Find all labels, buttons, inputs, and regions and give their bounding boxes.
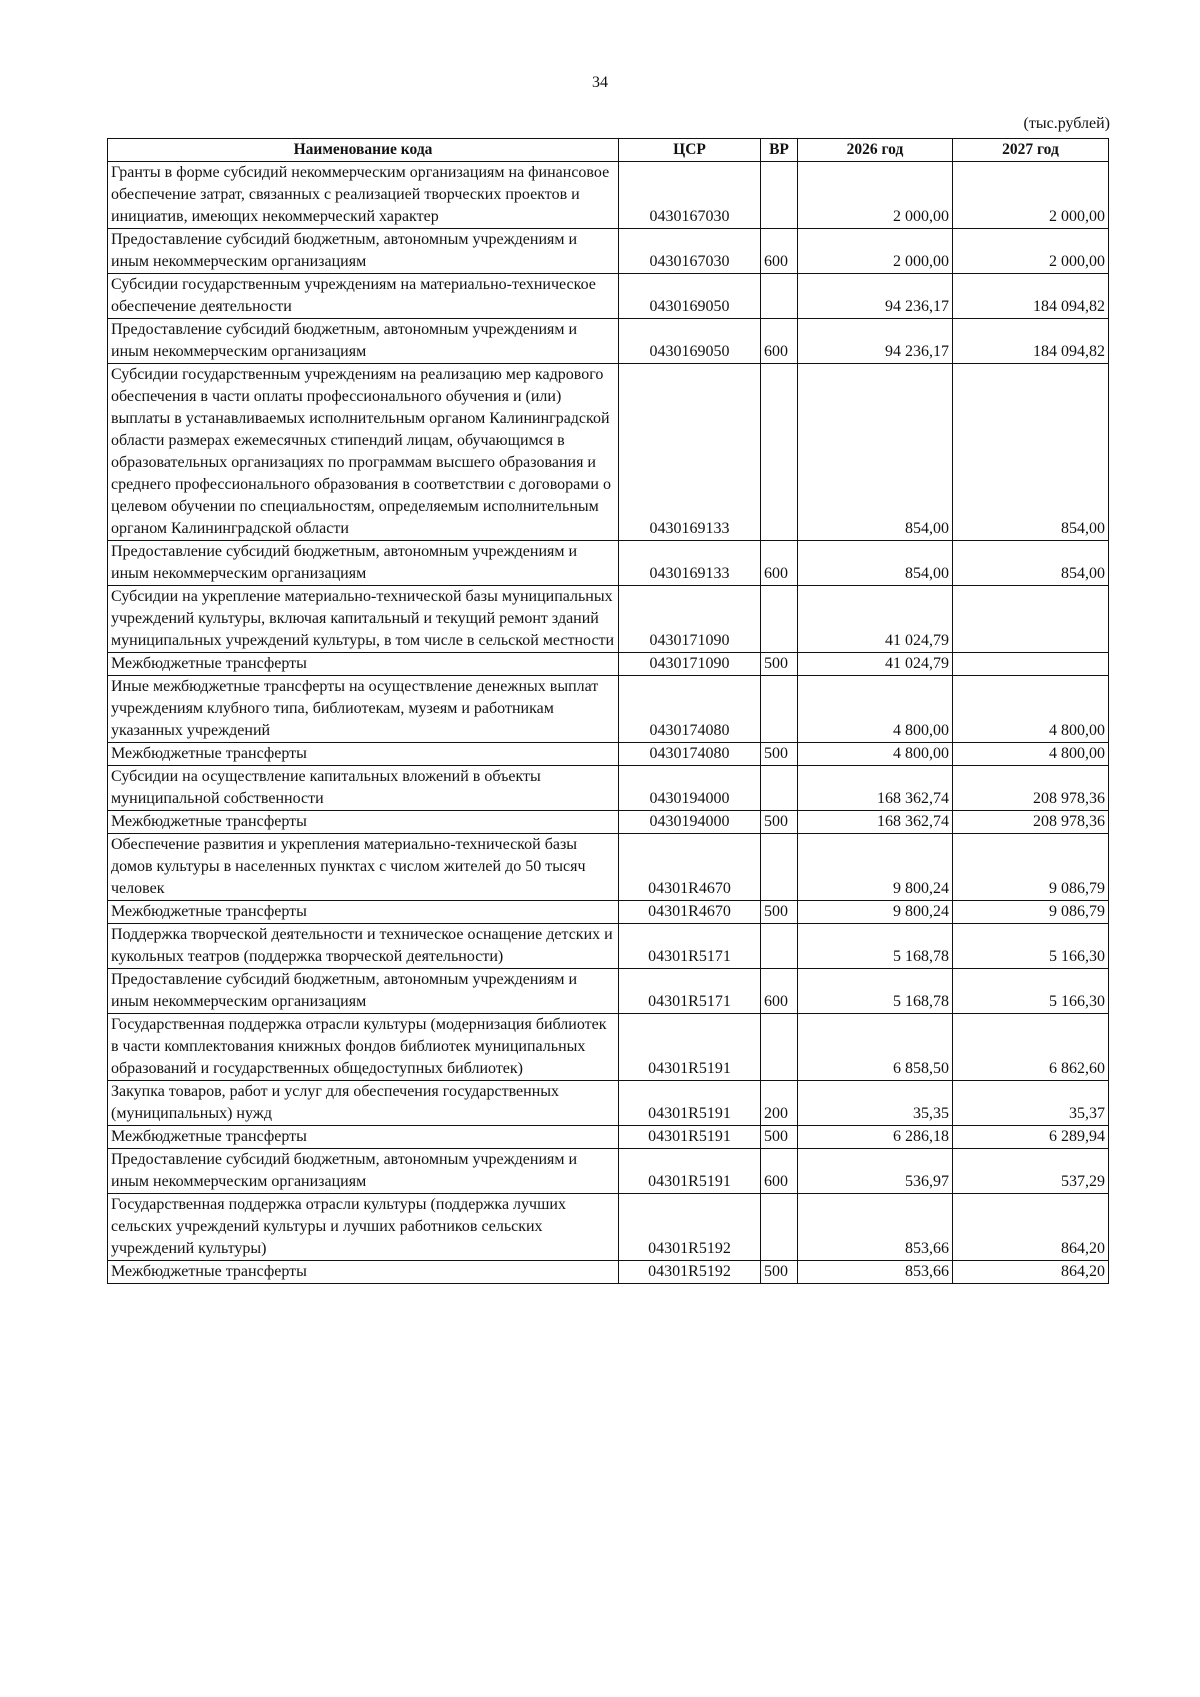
row-name-cell: Межбюджетные трансферты (108, 1126, 619, 1149)
table-row (108, 1194, 1109, 1261)
row-name-cell: Обеспечение развития и укрепления материально-технической базы домов культуры в населенных пунктах с числом жителей до 50 тысяч человек (108, 834, 619, 901)
row-2026-cell: 5 168,78 (798, 924, 953, 969)
header-csr: ЦСР (619, 139, 761, 162)
table-row (108, 1261, 1109, 1284)
row-csr-cell: 04301R5191 (619, 1014, 761, 1081)
row-2027-cell: 184 094,82 (953, 274, 1109, 319)
row-csr-cell: 0430174080 (619, 676, 761, 743)
row-vr-cell (761, 162, 798, 229)
row-2027-cell: 6 862,60 (953, 1014, 1109, 1081)
row-name-cell: Субсидии на укрепление материально-технической базы муниципальных учреждений культуры, включая капитальный и текущий ремонт зданий муниципальных учреждений культуры, в том числе в сельской местности (108, 586, 619, 653)
row-vr-cell: 500 (761, 901, 798, 924)
row-2026-cell: 2 000,00 (798, 229, 953, 274)
row-name-cell: Межбюджетные трансферты (108, 811, 619, 834)
row-2026-cell: 6 286,18 (798, 1126, 953, 1149)
row-vr-cell (761, 676, 798, 743)
row-2026-cell: 2 000,00 (798, 162, 953, 229)
budget-table (107, 138, 1109, 1284)
row-name-cell: Закупка товаров, работ и услуг для обеспечения государственных (муниципальных) нужд (108, 1081, 619, 1126)
row-2027-cell: 208 978,36 (953, 766, 1109, 811)
row-name-cell: Предоставление субсидий бюджетным, автономным учреждениям и иным некоммерческим организациям (108, 319, 619, 364)
row-2026-cell: 35,35 (798, 1081, 953, 1126)
row-vr-cell (761, 924, 798, 969)
row-2027-cell: 537,29 (953, 1149, 1109, 1194)
table-row (108, 676, 1109, 743)
table-body (108, 162, 1109, 1284)
row-name-cell: Предоставление субсидий бюджетным, автономным учреждениям и иным некоммерческим организациям (108, 969, 619, 1014)
header-2026: 2026 год (798, 139, 953, 162)
table-row (108, 229, 1109, 274)
row-vr-cell (761, 1014, 798, 1081)
row-csr-cell: 04301R5192 (619, 1261, 761, 1284)
row-2026-cell: 854,00 (798, 541, 953, 586)
row-csr-cell: 0430169050 (619, 274, 761, 319)
row-2026-cell: 4 800,00 (798, 743, 953, 766)
table-row (108, 364, 1109, 541)
row-2026-cell: 853,66 (798, 1261, 953, 1284)
row-vr-cell: 600 (761, 541, 798, 586)
row-name-cell: Субсидии государственным учреждениям на материально-техническое обеспечение деятельности (108, 274, 619, 319)
table-row (108, 766, 1109, 811)
row-csr-cell: 04301R5191 (619, 1149, 761, 1194)
row-csr-cell: 04301R5171 (619, 969, 761, 1014)
page-number: 34 (592, 74, 608, 91)
row-vr-cell: 600 (761, 969, 798, 1014)
table-row (108, 541, 1109, 586)
row-vr-cell: 600 (761, 1149, 798, 1194)
row-2027-cell: 4 800,00 (953, 676, 1109, 743)
row-vr-cell (761, 364, 798, 541)
row-2027-cell: 2 000,00 (953, 229, 1109, 274)
row-2026-cell: 6 858,50 (798, 1014, 953, 1081)
header-vr: ВР (761, 139, 798, 162)
table-row (108, 901, 1109, 924)
row-2027-cell: 35,37 (953, 1081, 1109, 1126)
row-name-cell: Гранты в форме субсидий некоммерческим организациям на финансовое обеспечение затрат, связанных с реализацией творческих проектов и инициатив, имеющих некоммерческий характер (108, 162, 619, 229)
row-2026-cell: 94 236,17 (798, 274, 953, 319)
row-name-cell: Предоставление субсидий бюджетным, автономным учреждениям и иным некоммерческим организациям (108, 541, 619, 586)
row-vr-cell: 500 (761, 811, 798, 834)
row-2027-cell: 854,00 (953, 364, 1109, 541)
row-2026-cell: 854,00 (798, 364, 953, 541)
row-name-cell: Межбюджетные трансферты (108, 901, 619, 924)
row-vr-cell: 200 (761, 1081, 798, 1126)
row-csr-cell: 0430169050 (619, 319, 761, 364)
row-vr-cell: 500 (761, 1261, 798, 1284)
row-2027-cell: 9 086,79 (953, 834, 1109, 901)
table-row (108, 274, 1109, 319)
row-name-cell: Межбюджетные трансферты (108, 653, 619, 676)
row-csr-cell: 0430194000 (619, 811, 761, 834)
row-vr-cell: 500 (761, 743, 798, 766)
table-row (108, 162, 1109, 229)
row-vr-cell (761, 766, 798, 811)
row-2027-cell: 4 800,00 (953, 743, 1109, 766)
row-2027-cell (953, 586, 1109, 653)
row-2027-cell: 9 086,79 (953, 901, 1109, 924)
table-row (108, 1126, 1109, 1149)
table-row (108, 811, 1109, 834)
table-row (108, 834, 1109, 901)
table-row (108, 924, 1109, 969)
row-2027-cell: 6 289,94 (953, 1126, 1109, 1149)
row-2026-cell: 9 800,24 (798, 901, 953, 924)
row-name-cell: Государственная поддержка отрасли культуры (модернизация библиотек в части комплектования книжных фондов библиотек муниципальных образований и государственных общедоступных библиотек) (108, 1014, 619, 1081)
row-2026-cell: 41 024,79 (798, 586, 953, 653)
row-csr-cell: 04301R5192 (619, 1194, 761, 1261)
row-csr-cell: 04301R4670 (619, 901, 761, 924)
row-vr-cell (761, 834, 798, 901)
row-2027-cell: 864,20 (953, 1194, 1109, 1261)
row-2027-cell: 854,00 (953, 541, 1109, 586)
row-name-cell: Иные межбюджетные трансферты на осуществление денежных выплат учреждениям клубного типа, библиотекам, музеям и работникам указанных учреждений (108, 676, 619, 743)
row-vr-cell (761, 586, 798, 653)
table-row (108, 586, 1109, 653)
row-2027-cell (953, 653, 1109, 676)
row-name-cell: Предоставление субсидий бюджетным, автономным учреждениям и иным некоммерческим организациям (108, 1149, 619, 1194)
row-2027-cell: 5 166,30 (953, 969, 1109, 1014)
row-vr-cell: 500 (761, 653, 798, 676)
table-row (108, 743, 1109, 766)
row-csr-cell: 0430194000 (619, 766, 761, 811)
row-vr-cell (761, 274, 798, 319)
row-csr-cell: 0430169133 (619, 541, 761, 586)
table-row (108, 319, 1109, 364)
row-2027-cell: 5 166,30 (953, 924, 1109, 969)
row-2027-cell: 2 000,00 (953, 162, 1109, 229)
row-csr-cell: 0430171090 (619, 586, 761, 653)
row-2026-cell: 853,66 (798, 1194, 953, 1261)
row-csr-cell: 0430169133 (619, 364, 761, 541)
row-csr-cell: 04301R5191 (619, 1081, 761, 1126)
row-name-cell: Поддержка творческой деятельности и техническое оснащение детских и кукольных театров (поддержка творческой деятельности) (108, 924, 619, 969)
row-2026-cell: 41 024,79 (798, 653, 953, 676)
table-row (108, 969, 1109, 1014)
row-vr-cell: 600 (761, 319, 798, 364)
table-row (108, 1081, 1109, 1126)
row-2026-cell: 5 168,78 (798, 969, 953, 1014)
row-2027-cell: 208 978,36 (953, 811, 1109, 834)
row-2026-cell: 94 236,17 (798, 319, 953, 364)
header-name: Наименование кода (108, 139, 619, 162)
row-2026-cell: 4 800,00 (798, 676, 953, 743)
units-label: (тыс.рублей) (1023, 115, 1110, 132)
row-2026-cell: 168 362,74 (798, 811, 953, 834)
row-csr-cell: 04301R5171 (619, 924, 761, 969)
row-name-cell: Межбюджетные трансферты (108, 743, 619, 766)
header-2027: 2027 год (953, 139, 1109, 162)
row-2027-cell: 864,20 (953, 1261, 1109, 1284)
table-row (108, 653, 1109, 676)
row-name-cell: Субсидии государственным учреждениям на реализацию мер кадрового обеспечения в части оплаты профессионального обучения и (или) выплаты в устанавливаемых исполнительным органом Калининградской области размерах ежемесячных стипендий лицам, обучающимся в образовательных организациях по программам высшего образования и среднего профессионального образования в соответствии с договорами о целевом обучении по специальностям, определяемым исполнительным органом Калининградской области (108, 364, 619, 541)
row-name-cell: Предоставление субсидий бюджетным, автономным учреждениям и иным некоммерческим организациям (108, 229, 619, 274)
row-csr-cell: 0430167030 (619, 229, 761, 274)
row-csr-cell: 0430174080 (619, 743, 761, 766)
row-vr-cell: 600 (761, 229, 798, 274)
row-csr-cell: 0430167030 (619, 162, 761, 229)
row-csr-cell: 0430171090 (619, 653, 761, 676)
row-name-cell: Государственная поддержка отрасли культуры (поддержка лучших сельских учреждений культуры и лучших работников сельских учреждений культуры) (108, 1194, 619, 1261)
table-row (108, 1014, 1109, 1081)
row-name-cell: Субсидии на осуществление капитальных вложений в объекты муниципальной собственности (108, 766, 619, 811)
table-header-row (108, 139, 1109, 162)
row-2026-cell: 536,97 (798, 1149, 953, 1194)
row-csr-cell: 04301R4670 (619, 834, 761, 901)
row-name-cell: Межбюджетные трансферты (108, 1261, 619, 1284)
row-vr-cell (761, 1194, 798, 1261)
row-csr-cell: 04301R5191 (619, 1126, 761, 1149)
table-row (108, 1149, 1109, 1194)
row-2026-cell: 168 362,74 (798, 766, 953, 811)
row-vr-cell: 500 (761, 1126, 798, 1149)
row-2027-cell: 184 094,82 (953, 319, 1109, 364)
row-2026-cell: 9 800,24 (798, 834, 953, 901)
